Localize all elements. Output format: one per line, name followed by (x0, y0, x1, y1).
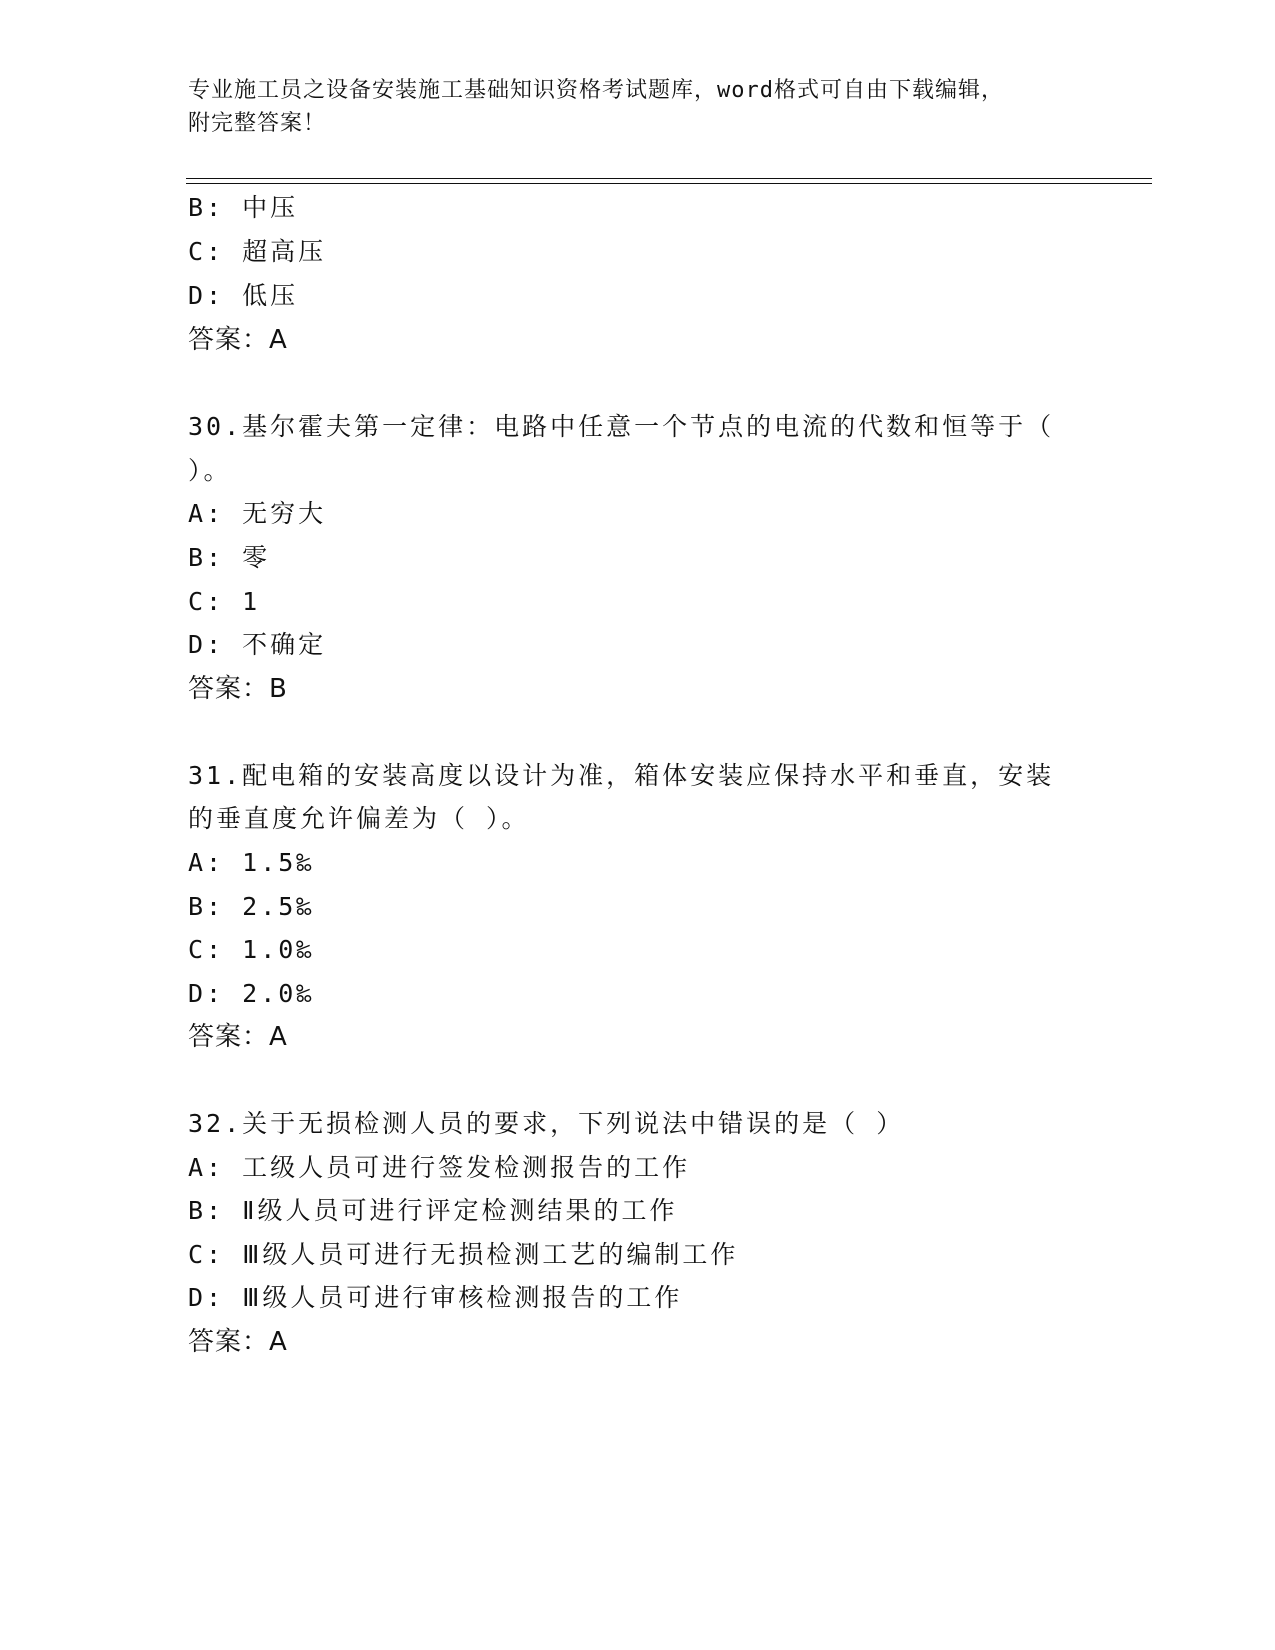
question-stem-continued: ）。 (188, 456, 232, 485)
option-d: D: 不确定 (188, 630, 327, 659)
header-title-line-1: 专业施工员之设备安装施工基础知识资格考试题库，word格式可自由下载编辑， (188, 78, 1004, 103)
option-c: C: 1 (188, 587, 261, 616)
option-b: B: 中压 (188, 193, 299, 222)
option-d: D: Ⅲ级人员可进行审核检测报告的工作 (188, 1283, 683, 1312)
option-a: A: 无穷大 (188, 499, 327, 528)
header-divider-bottom (186, 183, 1152, 184)
answer-line: 答案：A (188, 325, 288, 355)
option-d: D: 低压 (188, 281, 299, 310)
document-header (188, 74, 1088, 140)
option-b: B: Ⅱ级人员可进行评定检测结果的工作 (188, 1196, 678, 1225)
option-c: C: Ⅲ级人员可进行无损检测工艺的编制工作 (188, 1240, 739, 1269)
answer-line: 答案：A (188, 1022, 288, 1052)
option-d: D: 2.0‰ (188, 979, 315, 1008)
option-c: C: 1.0‰ (188, 935, 315, 964)
question-stem: 31.配电箱的安装高度以设计为准，箱体安装应保持水平和垂直，安装 (188, 761, 1055, 790)
question-stem-continued: 的垂直度允许偏差为（ ）。 (188, 804, 530, 833)
header-divider-top (186, 178, 1152, 179)
answer-line: 答案：A (188, 1327, 288, 1357)
header-title-line-2: 附完整答案！ (188, 111, 327, 136)
option-a: A: 1.5‰ (188, 848, 315, 877)
option-a: A: 工级人员可进行签发检测报告的工作 (188, 1153, 691, 1182)
question-stem: 32.关于无损检测人员的要求，下列说法中错误的是（ ） (188, 1109, 905, 1138)
option-c: C: 超高压 (188, 237, 327, 266)
option-b: B: 零 (188, 543, 271, 572)
question-stem: 30.基尔霍夫第一定律：电路中任意一个节点的电流的代数和恒等于（ (188, 412, 1055, 441)
answer-line: 答案：B (188, 674, 288, 704)
option-b: B: 2.5‰ (188, 892, 315, 921)
